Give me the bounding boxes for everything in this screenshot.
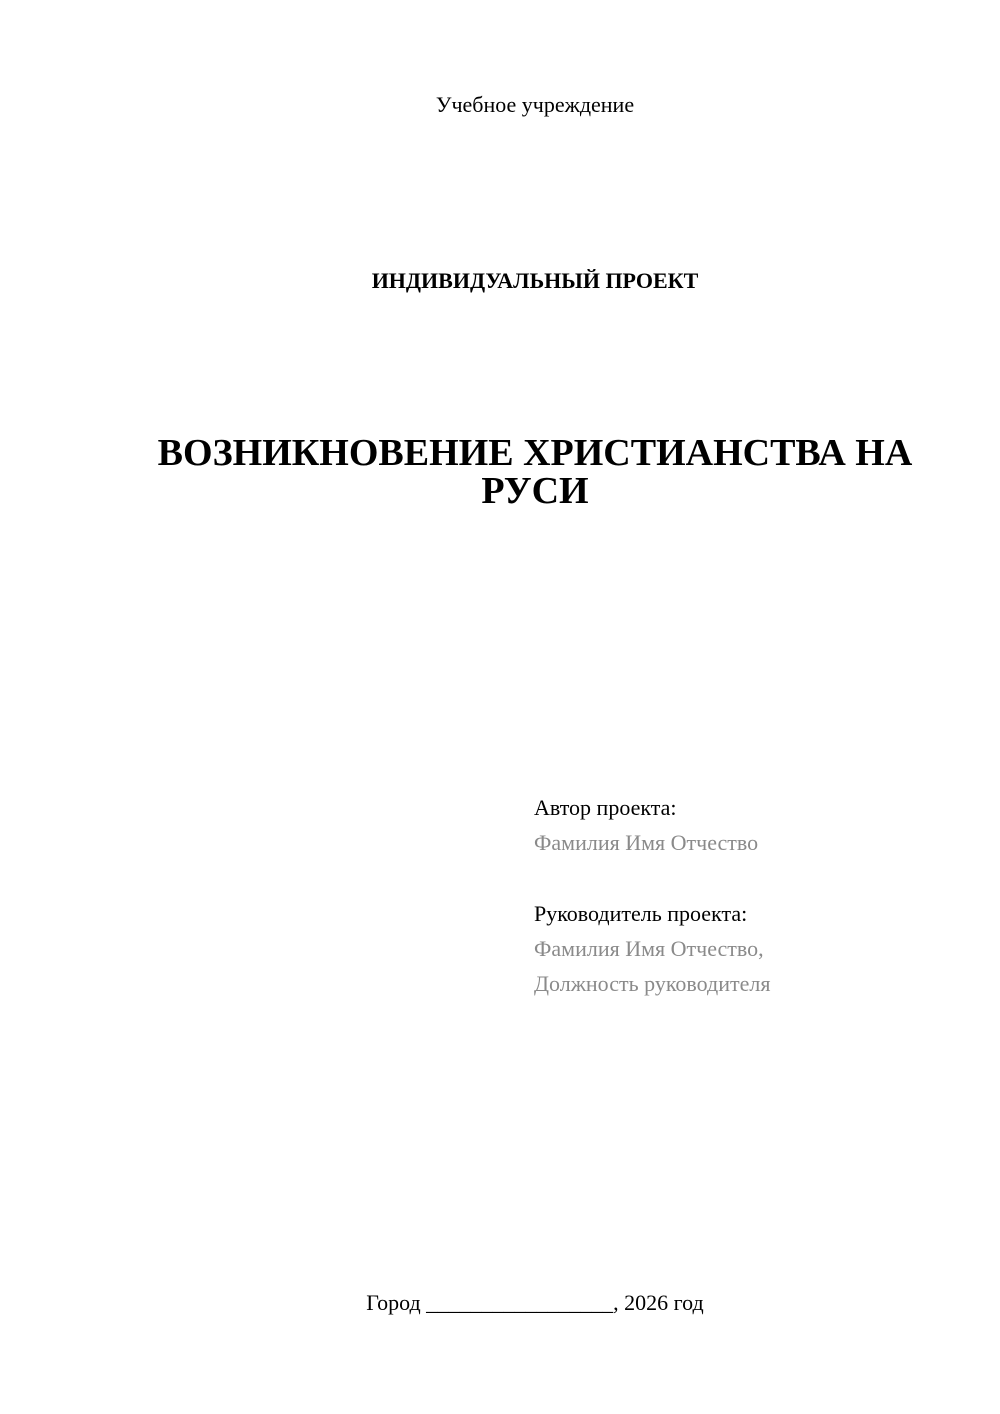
project-title-line-2: РУСИ [481,470,589,512]
credits-block [534,790,770,1001]
author-label: Автор проекта: [534,795,677,820]
institution-name: Учебное учреждение [435,92,635,117]
city-year-footer: Город _________________, 2026 год [366,1290,704,1315]
supervisor-name: Фамилия Имя Отчество, [534,936,764,961]
supervisor-position: Должность руководителя [534,971,771,996]
project-title-line-1: ВОЗНИКНОВЕНИЕ ХРИСТИАНСТВА НА [157,432,913,474]
supervisor-label: Руководитель проекта: [534,901,748,926]
author-name: Фамилия Имя Отчество [534,830,759,855]
project-title [0,434,1000,510]
project-type-heading: ИНДИВИДУАЛЬНЫЙ ПРОЕКТ [371,268,699,293]
